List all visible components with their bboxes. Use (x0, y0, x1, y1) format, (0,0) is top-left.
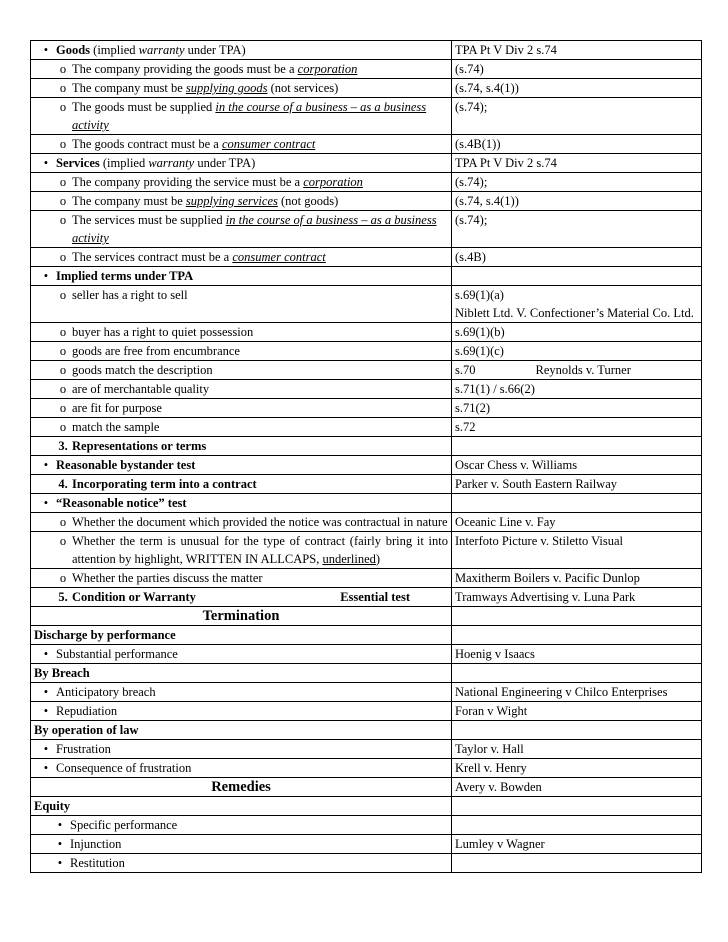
topic-fragment: underlined (322, 552, 376, 566)
reference-case: Niblett Ltd. V. Confectioner’s Material Co. Ltd. (455, 306, 694, 320)
topic-text (72, 192, 448, 210)
section-heading: Termination (202, 608, 280, 624)
reference-cell (452, 740, 702, 759)
bullet-icon: • (43, 43, 49, 57)
topic-fragment: are fit for purpose (72, 401, 162, 415)
reference-text: National Engineering v Chilco Enterprises (455, 685, 668, 699)
topic-cell (31, 759, 452, 778)
table-row (31, 192, 702, 211)
topic-cell (31, 98, 452, 135)
topic-fragment: under TPA) (194, 156, 256, 170)
topic-fragment: Consequence of frustration (56, 761, 192, 775)
table-row (31, 211, 702, 248)
table-row (31, 98, 702, 135)
topic-fragment: buyer has a right to quiet possession (72, 325, 254, 339)
table-row (31, 60, 702, 79)
sub-bullet-icon: o (59, 213, 67, 227)
table-row (31, 664, 702, 683)
topic-fragment: Whether the document which provided the notice was contractual in nature (72, 515, 448, 529)
topic-fragment: Injunction (70, 837, 122, 851)
reference-cell (452, 342, 702, 361)
table-row (31, 645, 702, 664)
reference-cell (452, 79, 702, 98)
topic-text (70, 854, 448, 872)
reference-cell (452, 569, 702, 588)
topic-text (72, 361, 448, 379)
reference-cell (452, 456, 702, 475)
topic-lead: Services (56, 156, 100, 170)
reference-text: Krell v. Henry (455, 761, 527, 775)
topic-cell (31, 569, 452, 588)
sub-bullet-icon: o (59, 420, 67, 434)
reference-case: Reynolds v. Turner (535, 363, 631, 377)
topic-cell (31, 60, 452, 79)
topic-text (56, 154, 448, 172)
topic-fragment: The company providing the goods must be a (72, 62, 298, 76)
topic-cell (31, 437, 452, 456)
table-row (31, 342, 702, 361)
reference-cell (452, 664, 702, 683)
topic-text (34, 721, 448, 739)
reference-cell (452, 759, 702, 778)
reference-text: s.69(1)(c) (455, 344, 504, 358)
reference-text: s.72 (455, 420, 476, 434)
topic-cell (31, 173, 452, 192)
topic-fragment: ) (375, 552, 381, 566)
topic-text (72, 569, 448, 587)
reference-cell (452, 267, 702, 286)
topic-fragment: corporation (297, 62, 358, 76)
topic-fragment: The goods contract must be a (72, 137, 222, 151)
table-row (31, 778, 702, 797)
topic-text (34, 626, 448, 644)
table-row (31, 721, 702, 740)
topic-fragment: in the course of a business – as a business activity (72, 213, 437, 245)
topic-text (56, 267, 448, 285)
table-row (31, 79, 702, 98)
topic-cell (31, 79, 452, 98)
reference-cell (452, 626, 702, 645)
sub-bullet-icon: o (59, 194, 67, 208)
reference-cell (452, 286, 702, 323)
topic-text (56, 740, 448, 758)
topic-cell (31, 342, 452, 361)
topic-text (34, 797, 448, 815)
topic-cell (31, 475, 452, 494)
topic-fragment: match the sample (72, 420, 160, 434)
reference-cell (452, 399, 702, 418)
topic-cell (31, 816, 452, 835)
topic-text (56, 645, 448, 663)
topic-cell (31, 267, 452, 286)
reference-text: Taylor v. Hall (455, 742, 524, 756)
topic-text (72, 380, 448, 398)
reference-cell (452, 494, 702, 513)
reference-cell (452, 702, 702, 721)
table-row (31, 173, 702, 192)
topic-text (72, 135, 448, 153)
topic-fragment: Repudiation (56, 704, 118, 718)
reference-cell (452, 588, 702, 607)
reference-cell (452, 380, 702, 399)
topic-text (56, 702, 448, 720)
topic-lead: Reasonable bystander test (56, 458, 196, 472)
topic-cell (31, 211, 452, 248)
topic-cell (31, 664, 452, 683)
topic-cell (31, 740, 452, 759)
sub-bullet-icon: o (59, 81, 67, 95)
reference-cell (452, 60, 702, 79)
topic-text (72, 588, 448, 606)
topic-cell (31, 607, 452, 626)
bullet-icon: • (43, 647, 49, 661)
reference-text: s.71(1) / s.66(2) (455, 382, 535, 396)
table-row (31, 323, 702, 342)
topic-cell (31, 456, 452, 475)
topic-text (56, 41, 448, 59)
table-row (31, 41, 702, 60)
reference-text: (s.74); (455, 175, 488, 189)
sub-bullet-icon: o (59, 344, 67, 358)
table-row (31, 607, 702, 626)
bullet-icon: • (43, 269, 49, 283)
topic-lead: Incorporating term into a contract (72, 477, 257, 491)
reference-cell (452, 835, 702, 854)
reference-cell (452, 192, 702, 211)
topic-cell (31, 380, 452, 399)
topic-fragment: (not services) (267, 81, 339, 95)
topic-cell (31, 588, 452, 607)
topic-lead: Representations or terms (72, 439, 207, 453)
topic-lead: By operation of law (34, 723, 139, 737)
reference-text: Parker v. South Eastern Railway (455, 477, 617, 491)
topic-text (72, 173, 448, 191)
topic-fragment: The services must be supplied (72, 213, 226, 227)
topic-fragment: warranty (138, 43, 185, 57)
topic-text (70, 835, 448, 853)
topic-test-label: Essential test (340, 590, 410, 604)
topic-fragment: (implied (99, 156, 149, 170)
topic-text (72, 532, 448, 568)
reference-cell (452, 645, 702, 664)
table-row (31, 135, 702, 154)
topic-text (56, 456, 448, 474)
topic-cell (31, 135, 452, 154)
topic-fragment: supplying goods (185, 81, 268, 95)
reference-cell (452, 154, 702, 173)
table-row (31, 588, 702, 607)
reference-cell (452, 41, 702, 60)
bullet-icon: • (43, 496, 49, 510)
topic-text (72, 79, 448, 97)
reference-text: s.70 (455, 363, 476, 377)
topic-fragment: The company must be (72, 194, 186, 208)
topic-fragment: warranty (148, 156, 195, 170)
sub-bullet-icon: o (59, 137, 67, 151)
topic-text (72, 342, 448, 360)
topic-cell (31, 399, 452, 418)
reference-cell (452, 98, 702, 135)
topic-fragment: goods are free from encumbrance (72, 344, 240, 358)
reference-text: Oscar Chess v. Williams (455, 458, 578, 472)
topic-lead: Discharge by performance (34, 628, 176, 642)
sub-bullet-icon: o (59, 325, 67, 339)
topic-text (72, 323, 448, 341)
notes-table-body (31, 41, 702, 873)
reference-text: s.69(1)(a) (455, 288, 504, 302)
reference-text: Tramways Advertising v. Luna Park (455, 590, 636, 604)
topic-fragment: corporation (303, 175, 363, 189)
topic-text (72, 513, 448, 531)
topic-fragment: under TPA) (184, 43, 246, 57)
topic-text (72, 437, 448, 455)
topic-lead: By Breach (34, 666, 90, 680)
topic-fragment: are of merchantable quality (72, 382, 210, 396)
bullet-icon: • (57, 837, 63, 851)
reference-cell (452, 323, 702, 342)
sub-bullet-icon: o (59, 363, 67, 377)
reference-text: s.71(2) (455, 401, 491, 415)
topic-fragment: Specific performance (70, 818, 178, 832)
topic-cell (31, 41, 452, 60)
table-row (31, 513, 702, 532)
list-number: 5. (58, 590, 68, 604)
topic-text (72, 418, 448, 436)
topic-cell (31, 854, 452, 873)
list-number: 4. (58, 477, 68, 491)
reference-text: Avery v. Bowden (455, 780, 542, 794)
reference-text: (s.4B) (455, 250, 486, 264)
topic-cell (31, 683, 452, 702)
topic-text (72, 98, 448, 134)
reference-cell (452, 816, 702, 835)
table-row (31, 475, 702, 494)
table-row (31, 532, 702, 569)
topic-lead: Condition or Warranty (72, 590, 196, 604)
table-row (31, 835, 702, 854)
sub-bullet-icon: o (59, 534, 67, 548)
bullet-icon: • (43, 156, 49, 170)
bullet-icon: • (43, 685, 49, 699)
table-row (31, 380, 702, 399)
table-row (31, 399, 702, 418)
list-number: 3. (58, 439, 68, 453)
topic-cell (31, 248, 452, 267)
reference-cell (452, 532, 702, 569)
sub-bullet-icon: o (59, 175, 67, 189)
sub-bullet-icon: o (59, 100, 67, 114)
reference-cell (452, 418, 702, 437)
topic-cell (31, 323, 452, 342)
topic-text (72, 399, 448, 417)
topic-fragment: Frustration (56, 742, 111, 756)
reference-text: TPA Pt V Div 2 s.74 (455, 43, 557, 57)
reference-cell (452, 211, 702, 248)
reference-text: TPA Pt V Div 2 s.74 (455, 156, 557, 170)
sub-bullet-icon: o (59, 515, 67, 529)
topic-text (70, 816, 448, 834)
topic-fragment: consumer contract (221, 137, 316, 151)
reference-cell (452, 607, 702, 626)
reference-cell (452, 721, 702, 740)
topic-cell (31, 494, 452, 513)
table-row (31, 154, 702, 173)
topic-fragment: The company providing the service must be a (72, 175, 304, 189)
topic-fragment: (not goods) (277, 194, 339, 208)
topic-fragment: supplying services (185, 194, 278, 208)
bullet-icon: • (57, 856, 63, 870)
topic-fragment: Substantial performance (56, 647, 178, 661)
topic-text (72, 211, 448, 247)
topic-text (56, 759, 448, 777)
reference-text: Interfoto Picture v. Stiletto Visual (455, 534, 623, 548)
reference-cell (452, 854, 702, 873)
table-row (31, 683, 702, 702)
table-row (31, 702, 702, 721)
notes-table (30, 40, 702, 873)
topic-text (72, 286, 448, 304)
topic-text (56, 494, 448, 512)
reference-text: (s.74) (455, 62, 484, 76)
topic-cell (31, 532, 452, 569)
reference-cell (452, 683, 702, 702)
topic-text (34, 664, 448, 682)
topic-lead: Equity (34, 799, 71, 813)
topic-cell (31, 154, 452, 173)
table-row (31, 456, 702, 475)
sub-bullet-icon: o (59, 401, 67, 415)
bullet-icon: • (43, 458, 49, 472)
reference-text: (s.74); (455, 213, 488, 227)
topic-cell (31, 702, 452, 721)
topic-cell (31, 645, 452, 664)
topic-cell (31, 721, 452, 740)
topic-fragment: Whether the term is unusual for the type of contract (fairly bring it into attention by highlight, WRITTEN IN ALLCAPS, (72, 534, 448, 566)
topic-text (72, 475, 448, 493)
table-row (31, 286, 702, 323)
topic-cell (31, 797, 452, 816)
reference-cell (452, 797, 702, 816)
topic-fragment: (implied (90, 43, 139, 57)
table-row (31, 248, 702, 267)
topic-cell (31, 626, 452, 645)
reference-text: (s.74, s.4(1)) (455, 194, 519, 208)
topic-cell (31, 418, 452, 437)
topic-text (56, 683, 448, 701)
sub-bullet-icon: o (59, 288, 67, 302)
reference-text: s.69(1)(b) (455, 325, 505, 339)
reference-cell (452, 778, 702, 797)
reference-text: Hoenig v Isaacs (455, 647, 535, 661)
table-row (31, 494, 702, 513)
reference-text: Foran v Wight (455, 704, 528, 718)
topic-cell (31, 286, 452, 323)
reference-text: (s.74, s.4(1)) (455, 81, 519, 95)
topic-fragment: The services contract must be a (72, 250, 233, 264)
topic-fragment: Whether the parties discuss the matter (72, 571, 263, 585)
reference-cell (452, 513, 702, 532)
sub-bullet-icon: o (59, 571, 67, 585)
reference-cell (452, 437, 702, 456)
topic-cell (31, 192, 452, 211)
section-heading: Remedies (211, 779, 271, 795)
topic-fragment: Anticipatory breach (56, 685, 156, 699)
reference-cell (452, 361, 702, 380)
table-row (31, 797, 702, 816)
sub-bullet-icon: o (59, 62, 67, 76)
table-row (31, 267, 702, 286)
table-row (31, 418, 702, 437)
reference-cell (452, 248, 702, 267)
topic-lead: Implied terms under TPA (56, 269, 194, 283)
reference-cell (452, 173, 702, 192)
topic-text (72, 60, 448, 78)
bullet-icon: • (43, 704, 49, 718)
reference-text: (s.74); (455, 100, 488, 114)
bullet-icon: • (43, 742, 49, 756)
topic-cell (31, 778, 452, 797)
topic-cell (31, 513, 452, 532)
topic-cell (31, 361, 452, 380)
sub-bullet-icon: o (59, 382, 67, 396)
reference-text: (s.4B(1)) (455, 137, 501, 151)
table-row (31, 740, 702, 759)
bullet-icon: • (57, 818, 63, 832)
reference-cell (452, 135, 702, 154)
topic-fragment: The goods must be supplied (72, 100, 216, 114)
table-row (31, 816, 702, 835)
table-row (31, 854, 702, 873)
topic-fragment: seller has a right to sell (72, 288, 188, 302)
reference-cell (452, 475, 702, 494)
reference-text: Oceanic Line v. Fay (455, 515, 556, 529)
sub-bullet-icon: o (59, 250, 67, 264)
table-row (31, 361, 702, 380)
table-row (31, 569, 702, 588)
topic-fragment: The company must be (72, 81, 186, 95)
table-row (31, 759, 702, 778)
topic-text (72, 248, 448, 266)
topic-fragment: goods match the description (72, 363, 213, 377)
table-row (31, 437, 702, 456)
topic-lead: Goods (56, 43, 91, 57)
bullet-icon: • (43, 761, 49, 775)
table-row (31, 626, 702, 645)
topic-lead: “Reasonable notice” test (56, 496, 187, 510)
reference-text: Lumley v Wagner (455, 837, 545, 851)
topic-fragment: in the course of a business – as a business activity (72, 100, 427, 132)
reference-text: Maxitherm Boilers v. Pacific Dunlop (455, 571, 640, 585)
topic-cell (31, 835, 452, 854)
topic-fragment: Restitution (70, 856, 125, 870)
topic-fragment: consumer contract (232, 250, 326, 264)
